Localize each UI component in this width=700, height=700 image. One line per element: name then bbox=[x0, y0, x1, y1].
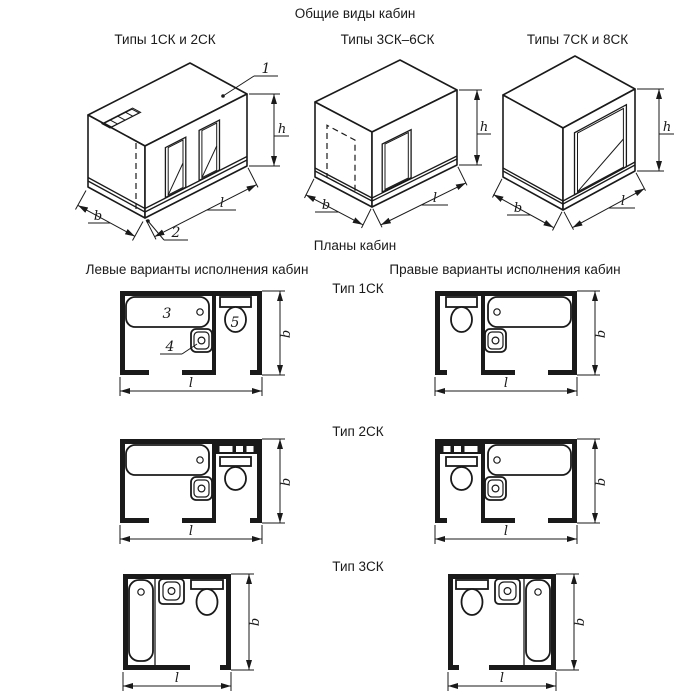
row-title-type-2sk: Тип 2СК bbox=[332, 424, 384, 439]
plan-2sk-right bbox=[427, 436, 622, 548]
toilet bbox=[220, 457, 251, 490]
plan-geometry bbox=[123, 574, 231, 670]
dim-b-label: b bbox=[594, 329, 609, 339]
dimension-l bbox=[435, 524, 577, 544]
washbasin bbox=[485, 477, 506, 500]
plan-1sk-left bbox=[112, 288, 307, 400]
dim-l-label: l bbox=[620, 194, 626, 209]
plan-geometry bbox=[120, 439, 262, 523]
plan-geometry-mirrored bbox=[435, 291, 577, 375]
cabin-box bbox=[315, 60, 457, 207]
dimension-h bbox=[637, 89, 674, 171]
callout-toilet-label: 5 bbox=[230, 315, 240, 331]
plan-3sk-right bbox=[440, 571, 635, 697]
washbasin bbox=[159, 579, 184, 604]
dim-h-label: h bbox=[479, 120, 489, 135]
right-wall bbox=[257, 291, 262, 375]
bathtub bbox=[526, 580, 550, 661]
row-title-type-3sk: Тип 3СК bbox=[332, 559, 384, 574]
left-wall bbox=[120, 291, 125, 375]
view-title-2: Типы 3СК–6СК bbox=[340, 32, 435, 47]
dimension-l bbox=[448, 671, 556, 691]
dimension-b bbox=[556, 574, 588, 670]
dimension-l bbox=[123, 671, 231, 691]
plans-title: Планы кабин bbox=[313, 238, 397, 253]
dimension-b bbox=[577, 291, 609, 375]
callout-1-label: 1 bbox=[261, 61, 271, 77]
bathtub bbox=[129, 580, 153, 661]
page-title: Общие виды кабин bbox=[294, 6, 416, 21]
dim-b-label: b bbox=[321, 198, 331, 213]
dimension-b bbox=[231, 574, 263, 670]
plan-geometry-mirrored bbox=[448, 574, 556, 670]
dim-b-label: b bbox=[279, 329, 294, 339]
cabin-box bbox=[88, 63, 247, 218]
dim-l-label: l bbox=[503, 524, 509, 539]
dimension-b bbox=[262, 291, 294, 375]
vent-block bbox=[440, 444, 481, 454]
washbasin bbox=[191, 329, 212, 352]
dim-l-label: l bbox=[503, 376, 509, 391]
toilet bbox=[456, 580, 488, 615]
dim-l-label: l bbox=[188, 376, 194, 391]
washbasin bbox=[191, 477, 212, 500]
view-title-3: Типы 7СК и 8СК bbox=[526, 32, 629, 47]
dim-l-label: l bbox=[499, 671, 505, 686]
left-variants-title: Левые варианты исполнения кабин bbox=[85, 262, 309, 277]
dimension-h bbox=[249, 94, 289, 166]
isometric-view-types-1sk-2sk bbox=[40, 50, 290, 255]
plan-geometry bbox=[120, 291, 262, 375]
dimension-b bbox=[577, 439, 609, 523]
right-variants-title: Правые варианты исполнения кабин bbox=[389, 262, 621, 277]
toilet bbox=[446, 457, 477, 490]
dim-b-label: b bbox=[594, 477, 609, 487]
isometric-view-types-7sk-8sk bbox=[478, 50, 678, 240]
dim-l-label: l bbox=[432, 191, 438, 206]
bottom-wall-segment bbox=[250, 370, 262, 375]
dim-l-label: l bbox=[174, 671, 180, 686]
dim-b-label: b bbox=[279, 477, 294, 487]
dim-l-label: l bbox=[219, 196, 225, 211]
dim-h-label: h bbox=[662, 120, 672, 135]
view-title-1: Типы 1СК и 2СК bbox=[114, 32, 216, 47]
leader-dot bbox=[221, 94, 225, 98]
dimension-l bbox=[120, 524, 262, 544]
dim-b-label: b bbox=[93, 209, 103, 224]
row-title-type-1sk: Тип 1СК bbox=[332, 281, 384, 296]
vent-block bbox=[216, 444, 257, 454]
washbasin bbox=[485, 329, 506, 352]
dimension-l bbox=[120, 376, 262, 396]
dimension-l bbox=[435, 376, 577, 396]
callout-2-label: 2 bbox=[171, 225, 181, 241]
cabin-box bbox=[503, 56, 635, 210]
dim-b-label: b bbox=[248, 617, 263, 627]
dim-h-label: h bbox=[277, 122, 287, 137]
plan-1sk-right bbox=[427, 288, 622, 400]
dim-l-label: l bbox=[188, 524, 194, 539]
callout-washbasin-label: 4 bbox=[165, 339, 175, 355]
bottom-wall-segment bbox=[120, 370, 149, 375]
toilet bbox=[191, 580, 223, 615]
toilet bbox=[446, 297, 477, 332]
bottom-wall-segment bbox=[182, 370, 216, 375]
plan-3sk-left bbox=[115, 571, 310, 697]
dim-b-label: b bbox=[573, 617, 588, 627]
callout-bath-label: 3 bbox=[162, 306, 172, 322]
plan-2sk-left bbox=[112, 436, 307, 548]
top-wall bbox=[120, 291, 262, 296]
dim-b-label: b bbox=[513, 201, 523, 216]
washbasin bbox=[495, 579, 520, 604]
isometric-view-types-3sk-6sk bbox=[287, 55, 492, 240]
plan-geometry-mirrored bbox=[435, 439, 577, 523]
dimension-b bbox=[262, 439, 294, 523]
toilet-tank bbox=[220, 297, 251, 307]
